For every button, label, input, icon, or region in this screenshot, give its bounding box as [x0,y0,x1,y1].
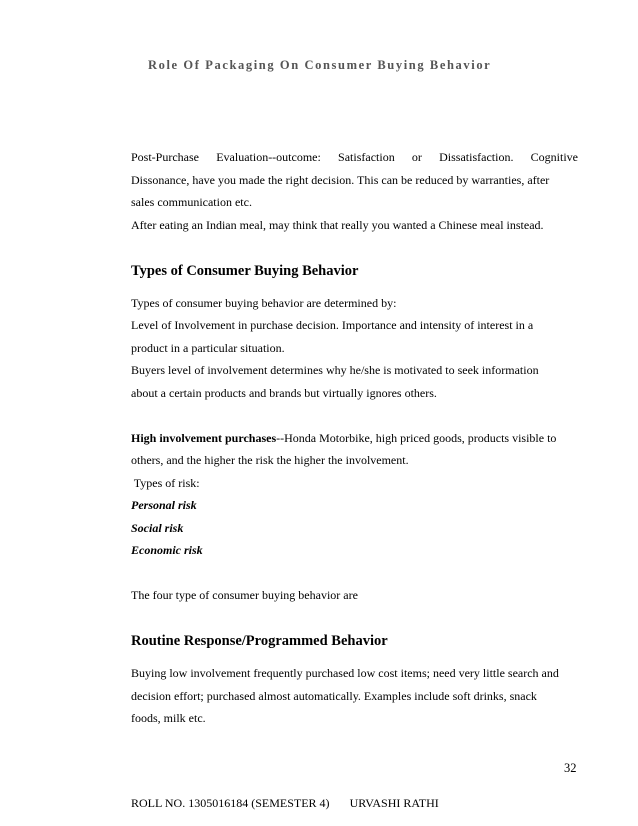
line-text: --Honda Motorbike, high priced goods, products visible to [276,430,557,445]
running-header: Role Of Packaging On Consumer Buying Behavior [148,58,492,72]
paragraph-line: Types of risk: [131,475,200,490]
risk-item: Economic risk [131,543,203,557]
paragraph-line: Level of Involvement in purchase decision. Importance and intensity of interest in a [131,318,534,332]
paragraph-line: product in a particular situation. [131,340,285,355]
paragraph-line: about a certain products and brands but virtually ignores others. [131,385,437,400]
page-footer [131,796,439,811]
section-heading: Routine Response/Programmed Behavior [131,633,388,649]
bold-lead: High involvement purchases [131,430,277,445]
paragraph-line: sales communication etc. [131,195,252,209]
paragraph-line: The four type of consumer buying behavior are [131,588,358,602]
paragraph-line [131,427,578,450]
paragraph-line: Types of consumer buying behavior are determined by: [131,295,397,310]
section-heading: Types of Consumer Buying Behavior [131,262,359,279]
paragraph-line: Dissonance, have you made the right decision. This can be reduced by warranties, after [131,172,550,187]
paragraph-line: decision effort; purchased almost automatically. Examples include soft drinks, snack [131,688,537,703]
paragraph-line: foods, milk etc. [131,711,206,725]
spacer [131,562,578,585]
page-number: 32 [564,761,577,775]
footer-author: URVASHI RATHI [349,796,439,810]
spacer [131,236,578,259]
spacer [131,607,578,630]
paragraph-line: After eating an Indian meal, may think that really you wanted a Chinese meal instead. [131,217,544,232]
spacer [131,404,578,427]
paragraph-line: others, and the higher the risk the higher the involvement. [131,453,409,467]
risk-item: Social risk [131,520,184,535]
paragraph-line: Buying low involvement frequently purchased low cost items; need very little search and [131,666,559,680]
paragraph-line: Post-Purchase Evaluation--outcome: Satisfaction or Dissatisfaction. Cognitive [131,150,578,164]
paragraph-line: Buyers level of involvement determines why he/she is motivated to seek information [131,363,539,377]
footer-roll: ROLL NO. 1305016184 (SEMESTER 4) [131,796,330,810]
risk-item: Personal risk [131,498,197,512]
page-body [131,146,578,730]
